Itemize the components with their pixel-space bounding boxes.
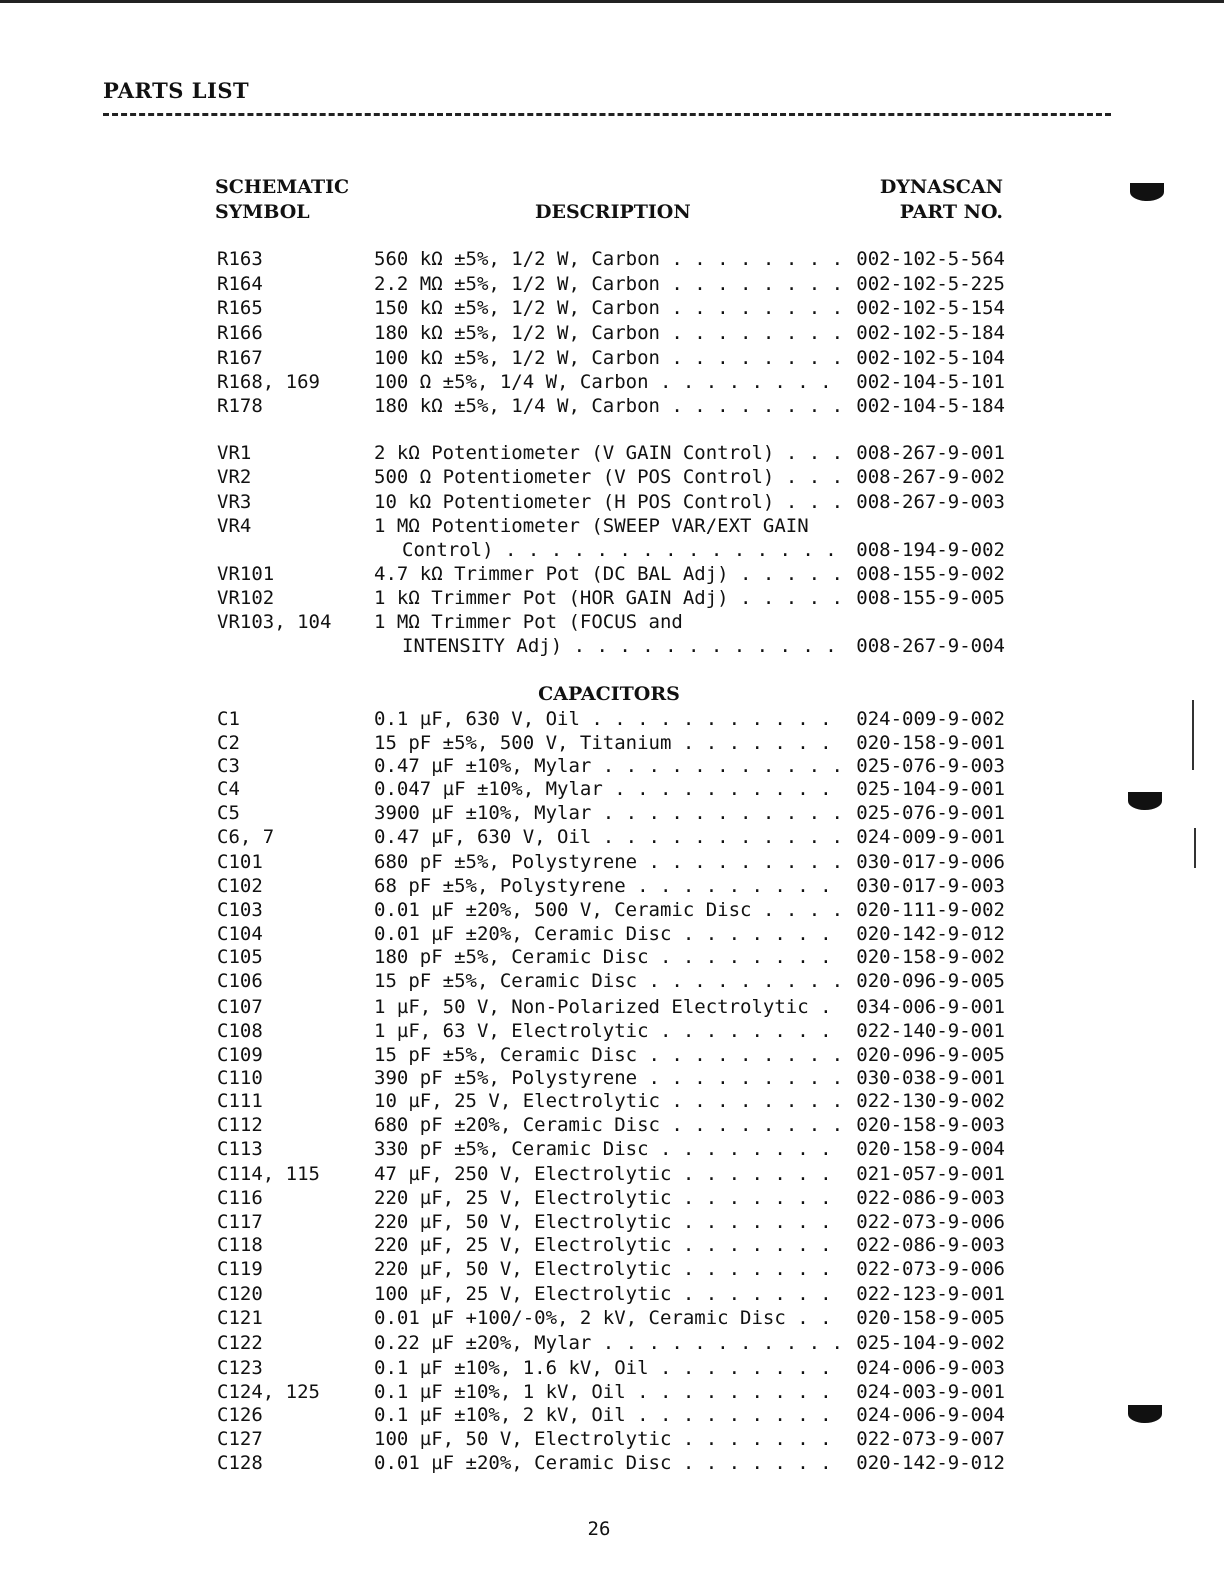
part-number: 008-267-9-001 — [856, 442, 1005, 464]
part-number: 025-104-9-002 — [856, 1332, 1005, 1354]
table-row — [0, 801, 1224, 825]
part-description: 2.2 MΩ ±5%, 1/2 W, Carbon . . . — [374, 272, 844, 296]
schematic-symbol: C123 — [217, 1357, 263, 1379]
table-row — [0, 1380, 1224, 1404]
schematic-symbol: C6, 7 — [217, 826, 275, 848]
part-number: 008-194-9-002 — [856, 539, 1005, 561]
part-number: 025-104-9-001 — [856, 778, 1005, 800]
part-description: 0.047 µF ±10%, Mylar . . . — [374, 777, 844, 801]
part-description: 180 pF ±5%, Ceramic Disc . . . — [374, 945, 844, 969]
part-number: 022-123-9-001 — [856, 1283, 1005, 1305]
schematic-symbol: C111 — [217, 1090, 263, 1112]
part-number: 022-130-9-002 — [856, 1090, 1005, 1112]
table-row — [0, 1403, 1224, 1427]
table-row — [0, 296, 1224, 320]
table-row — [0, 995, 1224, 1019]
part-number: 002-102-5-564 — [856, 248, 1005, 270]
table-row — [0, 1282, 1224, 1306]
schematic-symbol: C106 — [217, 970, 263, 992]
part-description: 3900 µF ±10%, Mylar . . . — [374, 801, 844, 825]
part-description: 180 kΩ ±5%, 1/2 W, Carbon . . . — [374, 321, 844, 345]
part-number: 022-140-9-001 — [856, 1020, 1005, 1042]
page-title: PARTS LIST — [103, 78, 250, 103]
table-row — [0, 1113, 1224, 1137]
part-number: 022-073-9-006 — [856, 1211, 1005, 1233]
part-number: 022-086-9-003 — [856, 1234, 1005, 1256]
schematic-symbol: C116 — [217, 1187, 263, 1209]
table-row — [0, 586, 1224, 610]
table-row — [0, 1257, 1224, 1281]
part-description: 1 µF, 63 V, Electrolytic . . . — [374, 1019, 844, 1043]
part-description: 15 pF ±5%, Ceramic Disc . . . — [374, 969, 844, 993]
part-number: 022-073-9-007 — [856, 1428, 1005, 1450]
part-description: 0.1 µF ±10%, 1 kV, Oil . . . — [374, 1380, 844, 1404]
part-number: 020-158-9-003 — [856, 1114, 1005, 1136]
part-number: 008-267-9-004 — [856, 635, 1005, 657]
table-row — [0, 1427, 1224, 1451]
table-row — [0, 945, 1224, 969]
part-description: 220 µF, 25 V, Electrolytic . . . — [374, 1186, 844, 1210]
table-row — [0, 465, 1224, 489]
table-row — [0, 1066, 1224, 1090]
schematic-symbol: C114, 115 — [217, 1163, 320, 1185]
schematic-symbol: C102 — [217, 875, 263, 897]
part-number: 020-111-9-002 — [856, 899, 1005, 921]
punch-hole-mark — [1130, 183, 1164, 201]
part-description: 10 µF, 25 V, Electrolytic . . . — [374, 1089, 844, 1113]
part-description: 1 MΩ Potentiometer (SWEEP VAR/EXT GAIN — [374, 515, 809, 537]
table-row — [0, 1162, 1224, 1186]
schematic-symbol: VR2 — [217, 466, 252, 488]
part-description: 560 kΩ ±5%, 1/2 W, Carbon . . . — [374, 247, 844, 271]
part-number: 025-076-9-001 — [856, 802, 1005, 824]
column-header-description: DESCRIPTION — [535, 201, 691, 223]
schematic-symbol: VR1 — [217, 442, 252, 464]
part-description: 0.01 µF ±20%, Ceramic Disc . . . — [374, 1451, 844, 1475]
schematic-symbol: C109 — [217, 1044, 263, 1066]
part-number: 008-155-9-002 — [856, 563, 1005, 585]
part-description: 100 kΩ ±5%, 1/2 W, Carbon . . . — [374, 346, 844, 370]
part-description: 100 µF, 50 V, Electrolytic . . . — [374, 1427, 844, 1451]
part-description: 1 kΩ Trimmer Pot (HOR GAIN Adj) . . . — [374, 586, 844, 610]
part-number: 025-076-9-003 — [856, 755, 1005, 777]
part-number: 024-009-9-001 — [856, 826, 1005, 848]
part-description: 680 pF ±5%, Polystyrene . . . — [374, 850, 844, 874]
part-description: 15 pF ±5%, Ceramic Disc . . . — [374, 1043, 844, 1067]
column-header-symbol — [215, 175, 349, 225]
part-number: 020-096-9-005 — [856, 1044, 1005, 1066]
part-description: 4.7 kΩ Trimmer Pot (DC BAL Adj) . . . — [374, 562, 844, 586]
part-number: 002-102-5-184 — [856, 322, 1005, 344]
part-description: 390 pF ±5%, Polystyrene . . . — [374, 1066, 844, 1090]
schematic-symbol: C103 — [217, 899, 263, 921]
schematic-symbol: C120 — [217, 1283, 263, 1305]
header-divider — [103, 113, 1111, 116]
part-number: 022-086-9-003 — [856, 1187, 1005, 1209]
schematic-symbol: R178 — [217, 395, 263, 417]
punch-hole-mark — [1128, 1405, 1162, 1423]
column-header-part-line1: DYNASCAN — [879, 176, 1003, 198]
schematic-symbol: C121 — [217, 1307, 263, 1329]
table-row — [0, 1019, 1224, 1043]
table-row — [0, 850, 1224, 874]
part-number: 020-158-9-005 — [856, 1307, 1005, 1329]
part-description: 1 µF, 50 V, Non-Polarized Electrolytic . . . — [374, 995, 844, 1019]
table-row — [0, 490, 1224, 514]
part-description: Control) . . . — [402, 538, 844, 562]
part-description: 150 kΩ ±5%, 1/2 W, Carbon . . . — [374, 296, 844, 320]
table-row — [0, 1233, 1224, 1257]
part-number: 024-006-9-004 — [856, 1404, 1005, 1426]
schematic-symbol: R166 — [217, 322, 263, 344]
part-description: 220 µF, 50 V, Electrolytic . . . — [374, 1257, 844, 1281]
schematic-symbol: VR102 — [217, 587, 275, 609]
schematic-symbol: C118 — [217, 1234, 263, 1256]
schematic-symbol: C2 — [217, 732, 240, 754]
part-description: 15 pF ±5%, 500 V, Titanium . . . — [374, 731, 844, 755]
column-header-symbol-line2: SYMBOL — [215, 201, 310, 223]
table-row — [0, 1089, 1224, 1113]
part-description: 0.1 µF ±10%, 2 kV, Oil . . . — [374, 1403, 844, 1427]
table-row — [0, 247, 1224, 271]
schematic-symbol: VR101 — [217, 563, 275, 585]
part-description: 220 µF, 50 V, Electrolytic . . . — [374, 1210, 844, 1234]
part-number: 008-155-9-005 — [856, 587, 1005, 609]
part-number: 002-102-5-225 — [856, 273, 1005, 295]
part-description: 0.1 µF, 630 V, Oil . . . — [374, 707, 844, 731]
table-row — [0, 898, 1224, 922]
schematic-symbol: C3 — [217, 755, 240, 777]
table-row — [0, 731, 1224, 755]
table-row — [0, 538, 1224, 562]
part-number: 030-038-9-001 — [856, 1067, 1005, 1089]
schematic-symbol: R167 — [217, 347, 263, 369]
table-row — [0, 1451, 1224, 1475]
schematic-symbol: R164 — [217, 273, 263, 295]
table-row — [0, 1306, 1224, 1330]
table-row — [0, 370, 1224, 394]
part-description: 0.01 µF +100/-0%, 2 kV, Ceramic Disc . . . — [374, 1306, 844, 1330]
schematic-symbol: VR4 — [217, 515, 252, 537]
table-row — [0, 754, 1224, 778]
part-number: 024-009-9-002 — [856, 708, 1005, 730]
part-number: 020-158-9-004 — [856, 1138, 1005, 1160]
page-number: 26 — [587, 1518, 611, 1540]
schematic-symbol: C107 — [217, 996, 263, 1018]
part-number: 022-073-9-006 — [856, 1258, 1005, 1280]
schematic-symbol: C127 — [217, 1428, 263, 1450]
part-description: 0.1 µF ±10%, 1.6 kV, Oil . . . — [374, 1356, 844, 1380]
part-description: 47 µF, 250 V, Electrolytic . . . — [374, 1162, 844, 1186]
part-number: 024-006-9-003 — [856, 1357, 1005, 1379]
part-number: 030-017-9-006 — [856, 851, 1005, 873]
part-number: 002-104-5-184 — [856, 395, 1005, 417]
schematic-symbol: C101 — [217, 851, 263, 873]
part-description: 2 kΩ Potentiometer (V GAIN Control) . . . — [374, 441, 844, 465]
table-row — [0, 394, 1224, 418]
schematic-symbol: C4 — [217, 778, 240, 800]
schematic-symbol: C117 — [217, 1211, 263, 1233]
schematic-symbol: R168, 169 — [217, 371, 320, 393]
schematic-symbol: C104 — [217, 923, 263, 945]
schematic-symbol: C1 — [217, 708, 240, 730]
part-description: 100 Ω ±5%, 1/4 W, Carbon . . . — [374, 370, 844, 394]
part-number: 020-142-9-012 — [856, 1452, 1005, 1474]
part-description: 680 pF ±20%, Ceramic Disc . . . — [374, 1113, 844, 1137]
schematic-symbol: C113 — [217, 1138, 263, 1160]
scan-edge-mark — [1192, 700, 1194, 770]
part-number: 030-017-9-003 — [856, 875, 1005, 897]
schematic-symbol: C108 — [217, 1020, 263, 1042]
part-description: 1 MΩ Trimmer Pot (FOCUS and — [374, 611, 683, 633]
table-row — [0, 1210, 1224, 1234]
column-header-symbol-line1: SCHEMATIC — [215, 176, 350, 198]
part-number: 020-158-9-001 — [856, 732, 1005, 754]
part-description: 180 kΩ ±5%, 1/4 W, Carbon . . . — [374, 394, 844, 418]
part-number: 020-096-9-005 — [856, 970, 1005, 992]
schematic-symbol: C5 — [217, 802, 240, 824]
part-number: 002-104-5-101 — [856, 371, 1005, 393]
scan-edge-mark — [1194, 828, 1196, 868]
schematic-symbol: C110 — [217, 1067, 263, 1089]
part-description: 0.47 µF ±10%, Mylar . . . — [374, 754, 844, 778]
part-description: 0.22 µF ±20%, Mylar . . . — [374, 1331, 844, 1355]
part-description: 500 Ω Potentiometer (V POS Control) . . . — [374, 465, 844, 489]
table-row — [0, 1043, 1224, 1067]
part-description: 0.01 µF ±20%, Ceramic Disc . . . — [374, 922, 844, 946]
table-row — [0, 321, 1224, 345]
table-row — [0, 969, 1224, 993]
part-description: INTENSITY Adj) . . . — [402, 634, 844, 658]
schematic-symbol: VR3 — [217, 491, 252, 513]
punch-hole-mark — [1128, 792, 1162, 810]
table-row — [0, 346, 1224, 370]
table-row — [0, 610, 1224, 634]
part-number: 002-102-5-104 — [856, 347, 1005, 369]
table-row — [0, 825, 1224, 849]
part-number: 008-267-9-002 — [856, 466, 1005, 488]
part-description: 220 µF, 25 V, Electrolytic . . . — [374, 1233, 844, 1257]
schematic-symbol: C119 — [217, 1258, 263, 1280]
part-number: 021-057-9-001 — [856, 1163, 1005, 1185]
part-description: 10 kΩ Potentiometer (H POS Control) . . . — [374, 490, 844, 514]
schematic-symbol: R165 — [217, 297, 263, 319]
table-row — [0, 1137, 1224, 1161]
schematic-symbol: C112 — [217, 1114, 263, 1136]
table-row — [0, 1186, 1224, 1210]
schematic-symbol: C122 — [217, 1332, 263, 1354]
table-row — [0, 562, 1224, 586]
table-row — [0, 1356, 1224, 1380]
part-number: 008-267-9-003 — [856, 491, 1005, 513]
part-number: 024-003-9-001 — [856, 1381, 1005, 1403]
part-description: 0.01 µF ±20%, 500 V, Ceramic Disc . . . — [374, 898, 844, 922]
scan-top-edge — [0, 0, 1224, 3]
schematic-symbol: C105 — [217, 946, 263, 968]
column-header-part-line2: PART NO. — [899, 201, 1003, 223]
part-description: 100 µF, 25 V, Electrolytic . . . — [374, 1282, 844, 1306]
table-row — [0, 272, 1224, 296]
table-row — [0, 441, 1224, 465]
part-number: 002-102-5-154 — [856, 297, 1005, 319]
part-number: 034-006-9-001 — [856, 996, 1005, 1018]
schematic-symbol: C124, 125 — [217, 1381, 320, 1403]
schematic-symbol: VR103, 104 — [217, 611, 332, 633]
table-row — [0, 634, 1224, 658]
part-number: 020-158-9-002 — [856, 946, 1005, 968]
section-heading-capacitors: CAPACITORS — [538, 683, 680, 705]
table-row — [0, 514, 1224, 538]
schematic-symbol: C128 — [217, 1452, 263, 1474]
table-row — [0, 777, 1224, 801]
part-description: 68 pF ±5%, Polystyrene . . . — [374, 874, 844, 898]
schematic-symbol: R163 — [217, 248, 263, 270]
column-header-part-number — [860, 175, 1003, 225]
part-description: 0.47 µF, 630 V, Oil . . . — [374, 825, 844, 849]
part-number: 020-142-9-012 — [856, 923, 1005, 945]
table-row — [0, 874, 1224, 898]
table-row — [0, 707, 1224, 731]
table-row — [0, 922, 1224, 946]
schematic-symbol: C126 — [217, 1404, 263, 1426]
part-description: 330 pF ±5%, Ceramic Disc . . . — [374, 1137, 844, 1161]
table-row — [0, 1331, 1224, 1355]
